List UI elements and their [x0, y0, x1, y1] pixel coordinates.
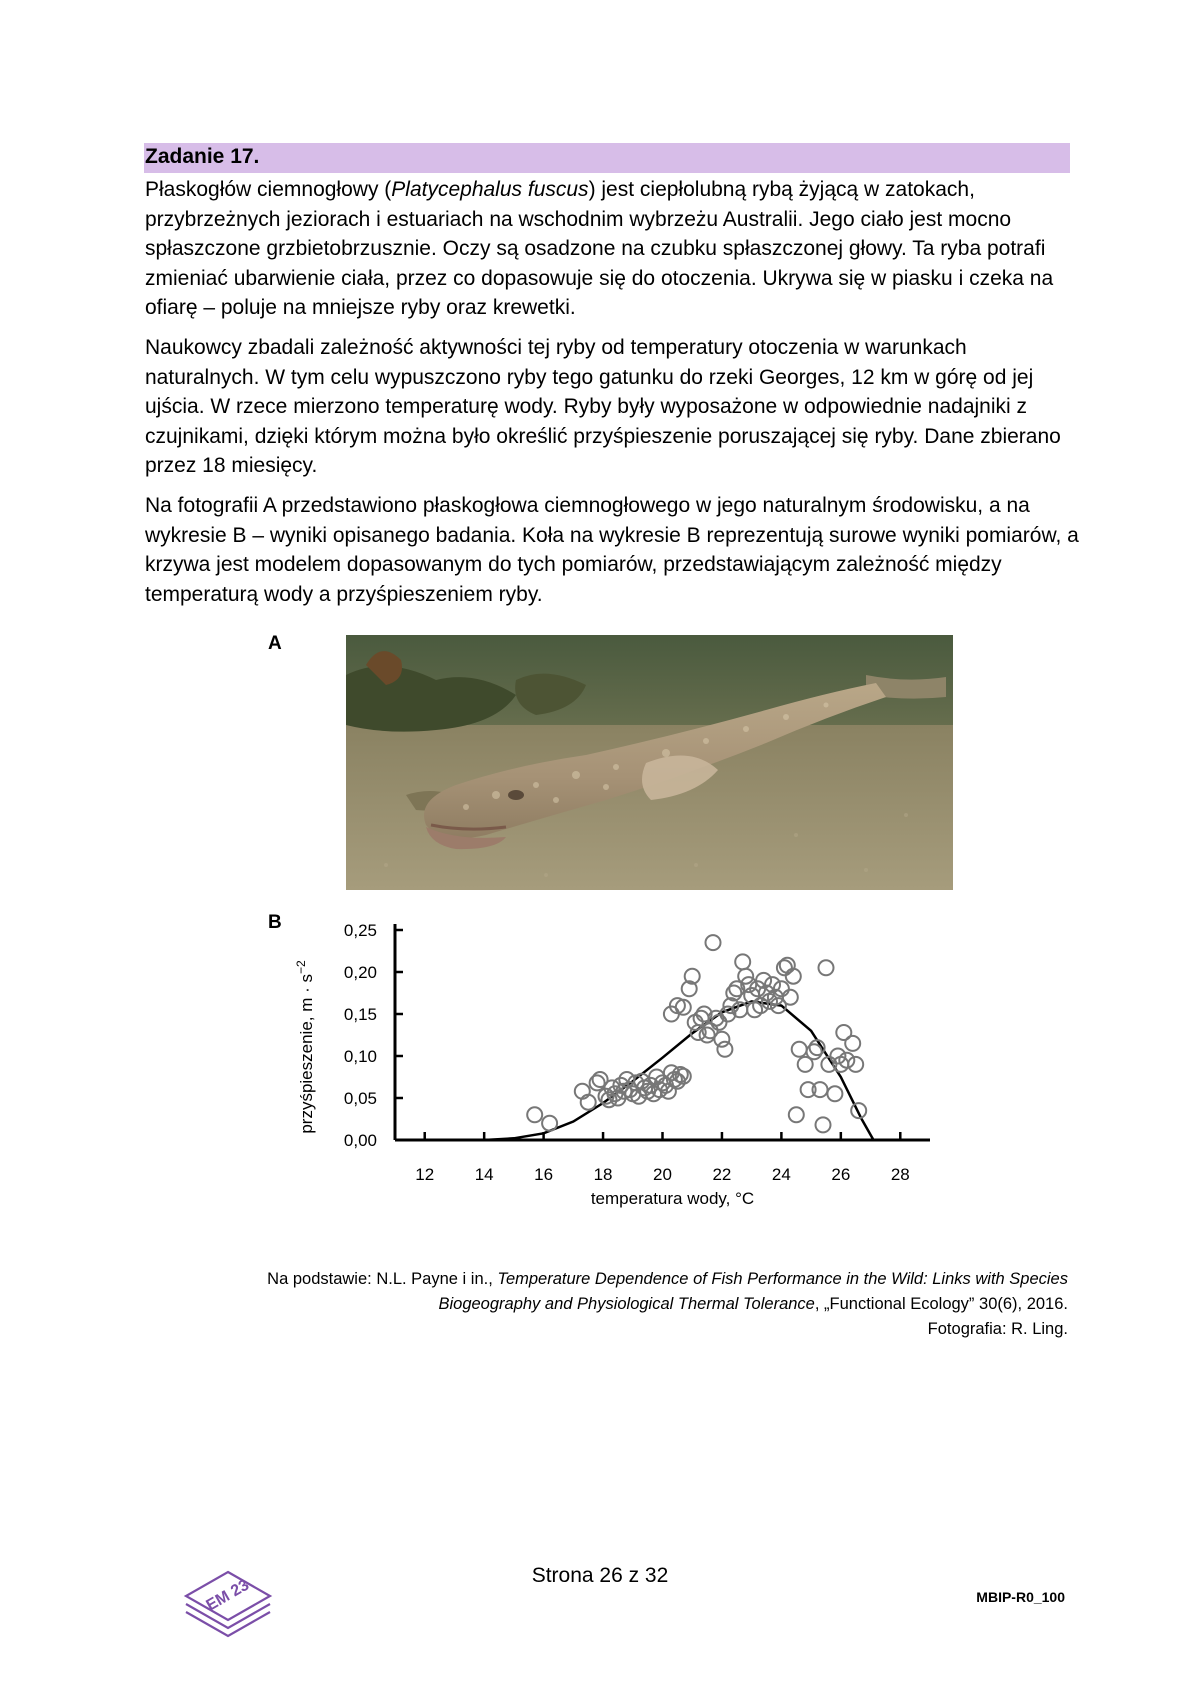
data-point [738, 969, 753, 984]
data-point [717, 1042, 732, 1057]
y-tick-label: 0,10 [343, 1047, 377, 1066]
figure-b-label: B [268, 912, 282, 933]
source-citation [267, 1267, 1068, 1342]
data-point [816, 1117, 831, 1132]
data-point [792, 1042, 807, 1057]
data-point [845, 1036, 860, 1051]
x-tick-label: 16 [534, 1165, 554, 1184]
data-point [706, 935, 721, 950]
scatter-plot [290, 910, 970, 1230]
source-title-1: Temperature Dependence of Fish Performance in the Wild: Links with Species [497, 1270, 1068, 1288]
para1-text-a: Płaskogłów ciemnogłowy ( [145, 178, 392, 201]
exam-code: MBIP-R0_100 [976, 1589, 1065, 1605]
fish-photo [346, 635, 953, 890]
data-point [819, 960, 834, 975]
source-line-1 [267, 1267, 1068, 1292]
data-point [527, 1107, 542, 1122]
source-journal: , „Functional Ecology” 30(6), 2016. [814, 1295, 1068, 1313]
fish-photo-illustration [346, 635, 953, 890]
y-tick-label: 0,20 [343, 963, 377, 982]
paragraph-study: Naukowcy zbadali zależność aktywności tej ryby od temperatury otoczenia w warunkach naturalnych. W tym celu wypuszczono ryby tego gatunku do rzeki Georges, 12 km w górę od jej ujścia. W rzece mierzono temperaturę wody. Ryby były wyposażone w odpowiednie nadajniki z czujnikami, dzięki którym można było określić przyśpieszenie poruszającej się ryby. Dane zbierano przez 18 miesięcy. [145, 336, 1061, 477]
acceleration-chart [290, 910, 970, 1235]
task-header-bar [144, 143, 1070, 173]
data-point [542, 1116, 557, 1131]
data-point [789, 1107, 804, 1122]
paragraph-intro [145, 175, 1085, 323]
data-point [714, 1032, 729, 1047]
data-point [827, 1086, 842, 1101]
x-tick-label: 26 [831, 1165, 851, 1184]
x-tick-label: 14 [474, 1165, 494, 1184]
task-title: Zadanie 17. [145, 145, 260, 168]
y-tick-label: 0,00 [343, 1131, 377, 1150]
y-axis-label: przyśpieszenie, $m \cdot s^{-2}$ [294, 960, 316, 1134]
x-tick-label: 24 [771, 1165, 791, 1184]
data-point [712, 1015, 727, 1030]
logo-text: EM 23 [203, 1576, 253, 1615]
source-title-2: Biogeography and Physiological Thermal Tolerance [438, 1295, 815, 1313]
y-tick-label: 0,15 [343, 1005, 377, 1024]
x-tick-label: 12 [415, 1165, 435, 1184]
figure-a-label: A [268, 633, 282, 654]
x-tick-label: 18 [593, 1165, 613, 1184]
x-tick-label: 22 [712, 1165, 732, 1184]
y-tick-label: 0,25 [343, 921, 377, 940]
data-point [830, 1049, 845, 1064]
data-point [783, 990, 798, 1005]
source-line-2 [267, 1292, 1068, 1317]
page-number: Strona 26 z 32 [531, 1564, 669, 1587]
data-point [735, 954, 750, 969]
species-name: Platycephalus fuscus [391, 178, 589, 201]
paragraph-figures: Na fotografii A przedstawiono płaskogłowa ciemnogłowego w jego naturalnym środowisku, a na wykresie B – wyniki opisanego badania. Koła na wykresie B reprezentują surowe wyniki pomiarów, a krzywa jest modelem dopasowanym do tych pomiarów, przedstawiającym zależność między temperaturą wody a przyśpieszeniem ryby. [145, 494, 1079, 606]
y-tick-label: 0,05 [343, 1089, 377, 1108]
para1-text-b: ) jest ciepłolubną rybą żyjącą w zatokach, przybrzeżnych jeziorach i estuariach na wschodnim wybrzeżu Australii. Jego ciało jest mocno spłaszczone grzbietobrzusznie. Oczy są osadzone na czubku spłaszczonej głowy. Ta ryba potrafi zmieniać ubarwienie ciała, przez co dopasowuje się do otoczenia. Ukrywa się w piasku i czeka na ofiarę – poluje na mniejsze ryby oraz krewetki. [145, 178, 1054, 319]
x-tick-label: 20 [653, 1165, 672, 1184]
source-prefix: Na podstawie: N.L. Payne i in., [267, 1270, 498, 1288]
photo-credit: Fotografia: R. Ling. [927, 1320, 1068, 1338]
x-axis-label: temperatura wody, °C [590, 1189, 755, 1208]
y-axis-label-unit-exponent: −2 [294, 960, 308, 975]
data-point [848, 1057, 863, 1072]
x-tick-label: 28 [890, 1165, 910, 1184]
